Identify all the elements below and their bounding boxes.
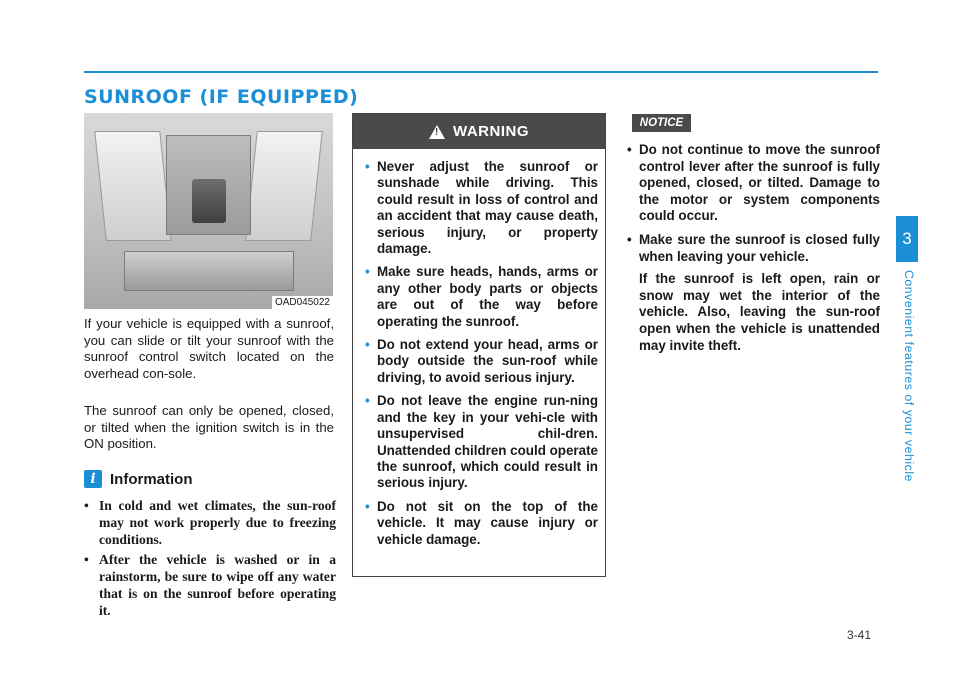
information-item: • After the vehicle is washed or in a rainstorm, be sure to wipe off any water that is on the sunroof before operating it. [84, 551, 336, 619]
warning-header [353, 114, 605, 149]
warning-title: WARNING [453, 123, 529, 140]
warning-box [352, 113, 606, 577]
notice-item [624, 142, 880, 225]
information-item: • In cold and wet climates, the sun-roof may not work properly due to freezing conditions. [84, 497, 336, 548]
left-map-lamp [94, 131, 172, 241]
information-heading [84, 470, 193, 488]
warning-item: • Do not leave the engine run-ning and the key in your vehi-cle with unsupervised chil-dren. Unattended children could operate the sunroof, which could result in serious injury. [367, 393, 598, 491]
ignition-paragraph: The sunroof can only be opened, closed, or tilted when the ignition switch is in the ON position. [84, 403, 334, 452]
chapter-label: Convenient features of your vehicle [902, 270, 916, 483]
warning-item: • Never adjust the sunroof or sunshade while driving. This could result in loss of control and an accident that may cause death, serious injury, or property damage. [367, 159, 598, 257]
overhead-console-photo [84, 113, 333, 309]
information-list [84, 497, 336, 622]
warning-list [353, 149, 605, 548]
section-title: SUNROOF (IF EQUIPPED) [84, 86, 359, 108]
warning-triangle-icon [429, 125, 445, 139]
right-map-lamp [245, 131, 323, 241]
sunroof-control-switch [192, 179, 226, 223]
intro-paragraph: If your vehicle is equipped with a sunroof, you can slide or tilt your sunroof with the sunroof control switch located on the overhead con-sole. [84, 316, 334, 381]
figure-caption: OAD045022 [272, 296, 333, 309]
chapter-number-tab: 3 [896, 216, 918, 262]
top-rule [84, 71, 878, 73]
info-icon: i [84, 470, 102, 488]
page-number: 3-41 [847, 628, 872, 642]
notice-list [624, 142, 880, 361]
notice-tag: NOTICE [632, 114, 691, 132]
warning-item: • Do not sit on the top of the vehicle. It may cause injury or vehicle damage. [367, 499, 598, 548]
information-title: Information [110, 470, 193, 488]
notice-item-text: • Make sure the sunroof is closed fully when leaving your vehicle. [639, 231, 880, 264]
warning-item: • Make sure heads, hands, arms or any other body parts or objects are out of the way before operating the sunroof. [367, 264, 598, 330]
warning-item: • Do not extend your head, arms or body outside the sun-roof while driving, to avoid serious injury. [367, 337, 598, 386]
notice-item-extra: If the sunroof is left open, rain or snow may wet the interior of the vehicle. Also, leaving the sun-roof open when the vehicle is unattended may invite theft. [639, 271, 880, 353]
notice-item-text: • Do not continue to move the sunroof control lever after the sunroof is fully opened, closed, or tilted. Damage to the motor or system components could occur. [639, 142, 880, 224]
sunglass-holder [124, 251, 294, 291]
notice-item [624, 232, 880, 354]
